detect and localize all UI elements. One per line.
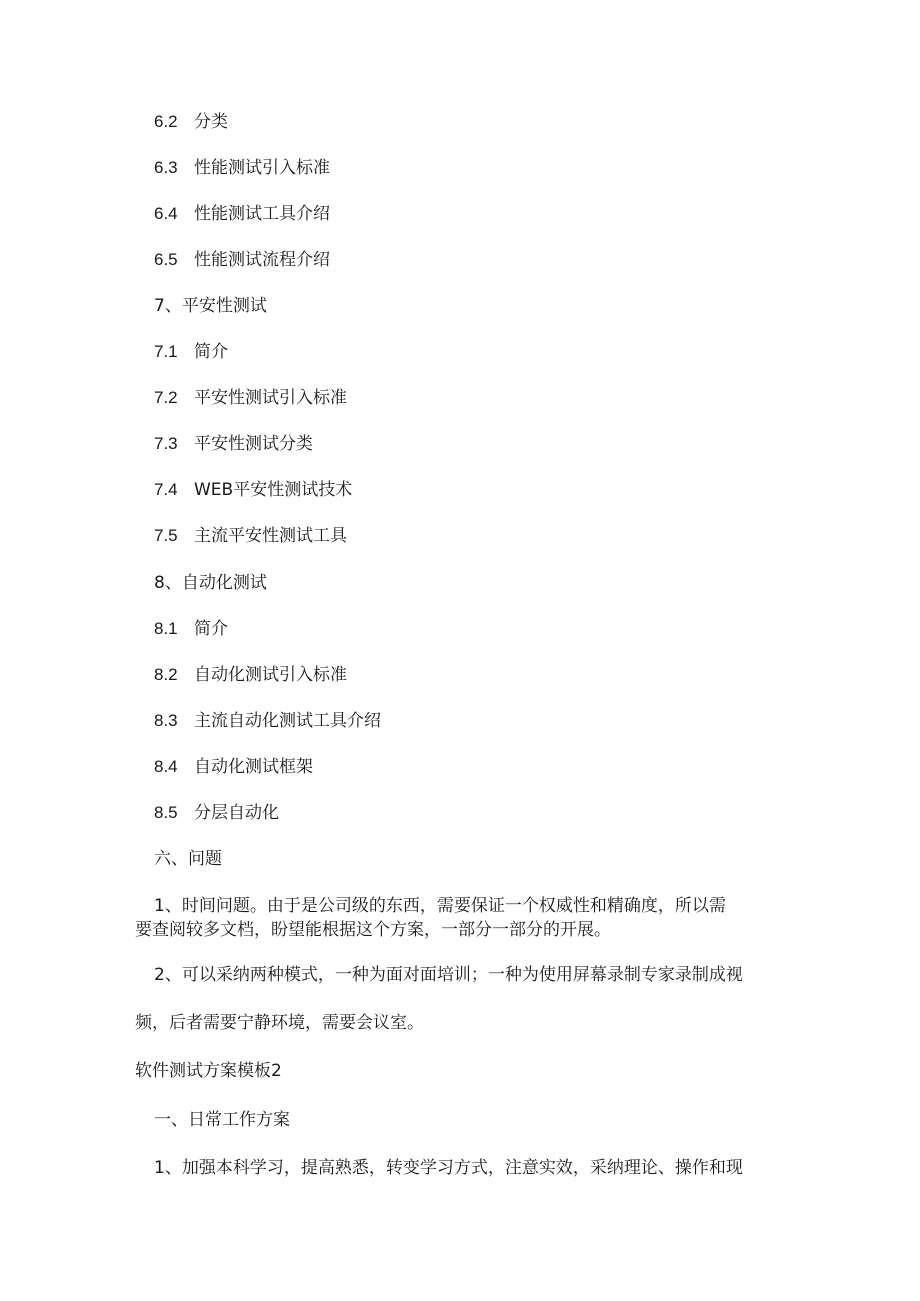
toc-item-6-3 [154, 157, 330, 179]
problem-2-line-1: 2、可以采纳两种模式，一种为面对面培训；一种为使用屏幕录制专家录制成视 [154, 965, 743, 985]
toc-text: 主流自动化测试工具介绍 [194, 711, 381, 731]
problem-2-line-2: 频，后者需要宁静环境，需要会议室。 [135, 1013, 424, 1033]
section-heading-daily-plan: 一、日常工作方案 [154, 1110, 290, 1130]
toc-number: 7.2 [154, 388, 178, 407]
toc-item-8-1 [154, 618, 228, 640]
toc-text: 主流平安性测试工具 [194, 526, 347, 546]
toc-text: 分层自动化 [194, 803, 279, 823]
toc-item-8-2 [154, 664, 347, 686]
toc-number: 7.1 [154, 342, 178, 361]
toc-text: WEB平安性测试技术 [194, 480, 353, 500]
toc-item-7-2 [154, 387, 347, 409]
toc-text: 性能测试流程介绍 [194, 250, 330, 270]
toc-number: 8.3 [154, 711, 178, 730]
toc-text: 自动化测试引入标准 [194, 665, 347, 685]
toc-text: 自动化测试框架 [194, 757, 313, 777]
problem-1-line-2: 要查阅较多文档，盼望能根据这个方案，一部分一部分的开展。 [135, 920, 611, 940]
toc-text: 平安性测试分类 [194, 434, 313, 454]
toc-text: 简介 [194, 619, 228, 639]
toc-text: 性能测试引入标准 [194, 158, 330, 178]
toc-number: 6.2 [154, 112, 178, 131]
toc-heading-7 [154, 295, 267, 317]
toc-text: 性能测试工具介绍 [194, 204, 330, 224]
template-title: 软件测试方案模板2 [135, 1061, 282, 1081]
toc-text: 7、平安性测试 [154, 296, 267, 316]
plan-item-1: 1、加强本科学习，提高熟悉，转变学习方式，注意实效，采纳理论、操作和现 [154, 1158, 743, 1178]
toc-number: 6.3 [154, 158, 178, 177]
toc-item-6-2 [154, 111, 228, 133]
toc-item-8-5 [154, 802, 279, 824]
problem-1-line-1: 1、时间问题。由于是公司级的东西，需要保证一个权威性和精确度，所以需 [154, 896, 726, 916]
toc-number: 8.5 [154, 803, 178, 822]
toc-text: 分类 [194, 112, 228, 132]
toc-number: 6.4 [154, 204, 178, 223]
toc-item-8-3 [154, 710, 381, 732]
toc-item-8-4 [154, 756, 313, 778]
toc-number: 6.5 [154, 250, 178, 269]
toc-text: 平安性测试引入标准 [194, 388, 347, 408]
toc-heading-8 [154, 572, 267, 594]
toc-number: 8.4 [154, 757, 178, 776]
toc-number: 8.1 [154, 619, 178, 638]
toc-item-7-3 [154, 433, 313, 455]
toc-number: 7.3 [154, 434, 178, 453]
toc-item-7-1 [154, 341, 228, 363]
toc-item-6-5 [154, 249, 330, 271]
toc-number: 7.4 [154, 480, 178, 499]
toc-item-7-5 [154, 525, 347, 547]
toc-item-6-4 [154, 203, 330, 225]
toc-text: 简介 [194, 342, 228, 362]
toc-item-7-4 [154, 479, 352, 501]
toc-number: 8.2 [154, 665, 178, 684]
toc-text: 8、自动化测试 [154, 573, 267, 593]
section-heading-problems: 六、问题 [154, 849, 222, 869]
toc-number: 7.5 [154, 526, 178, 545]
